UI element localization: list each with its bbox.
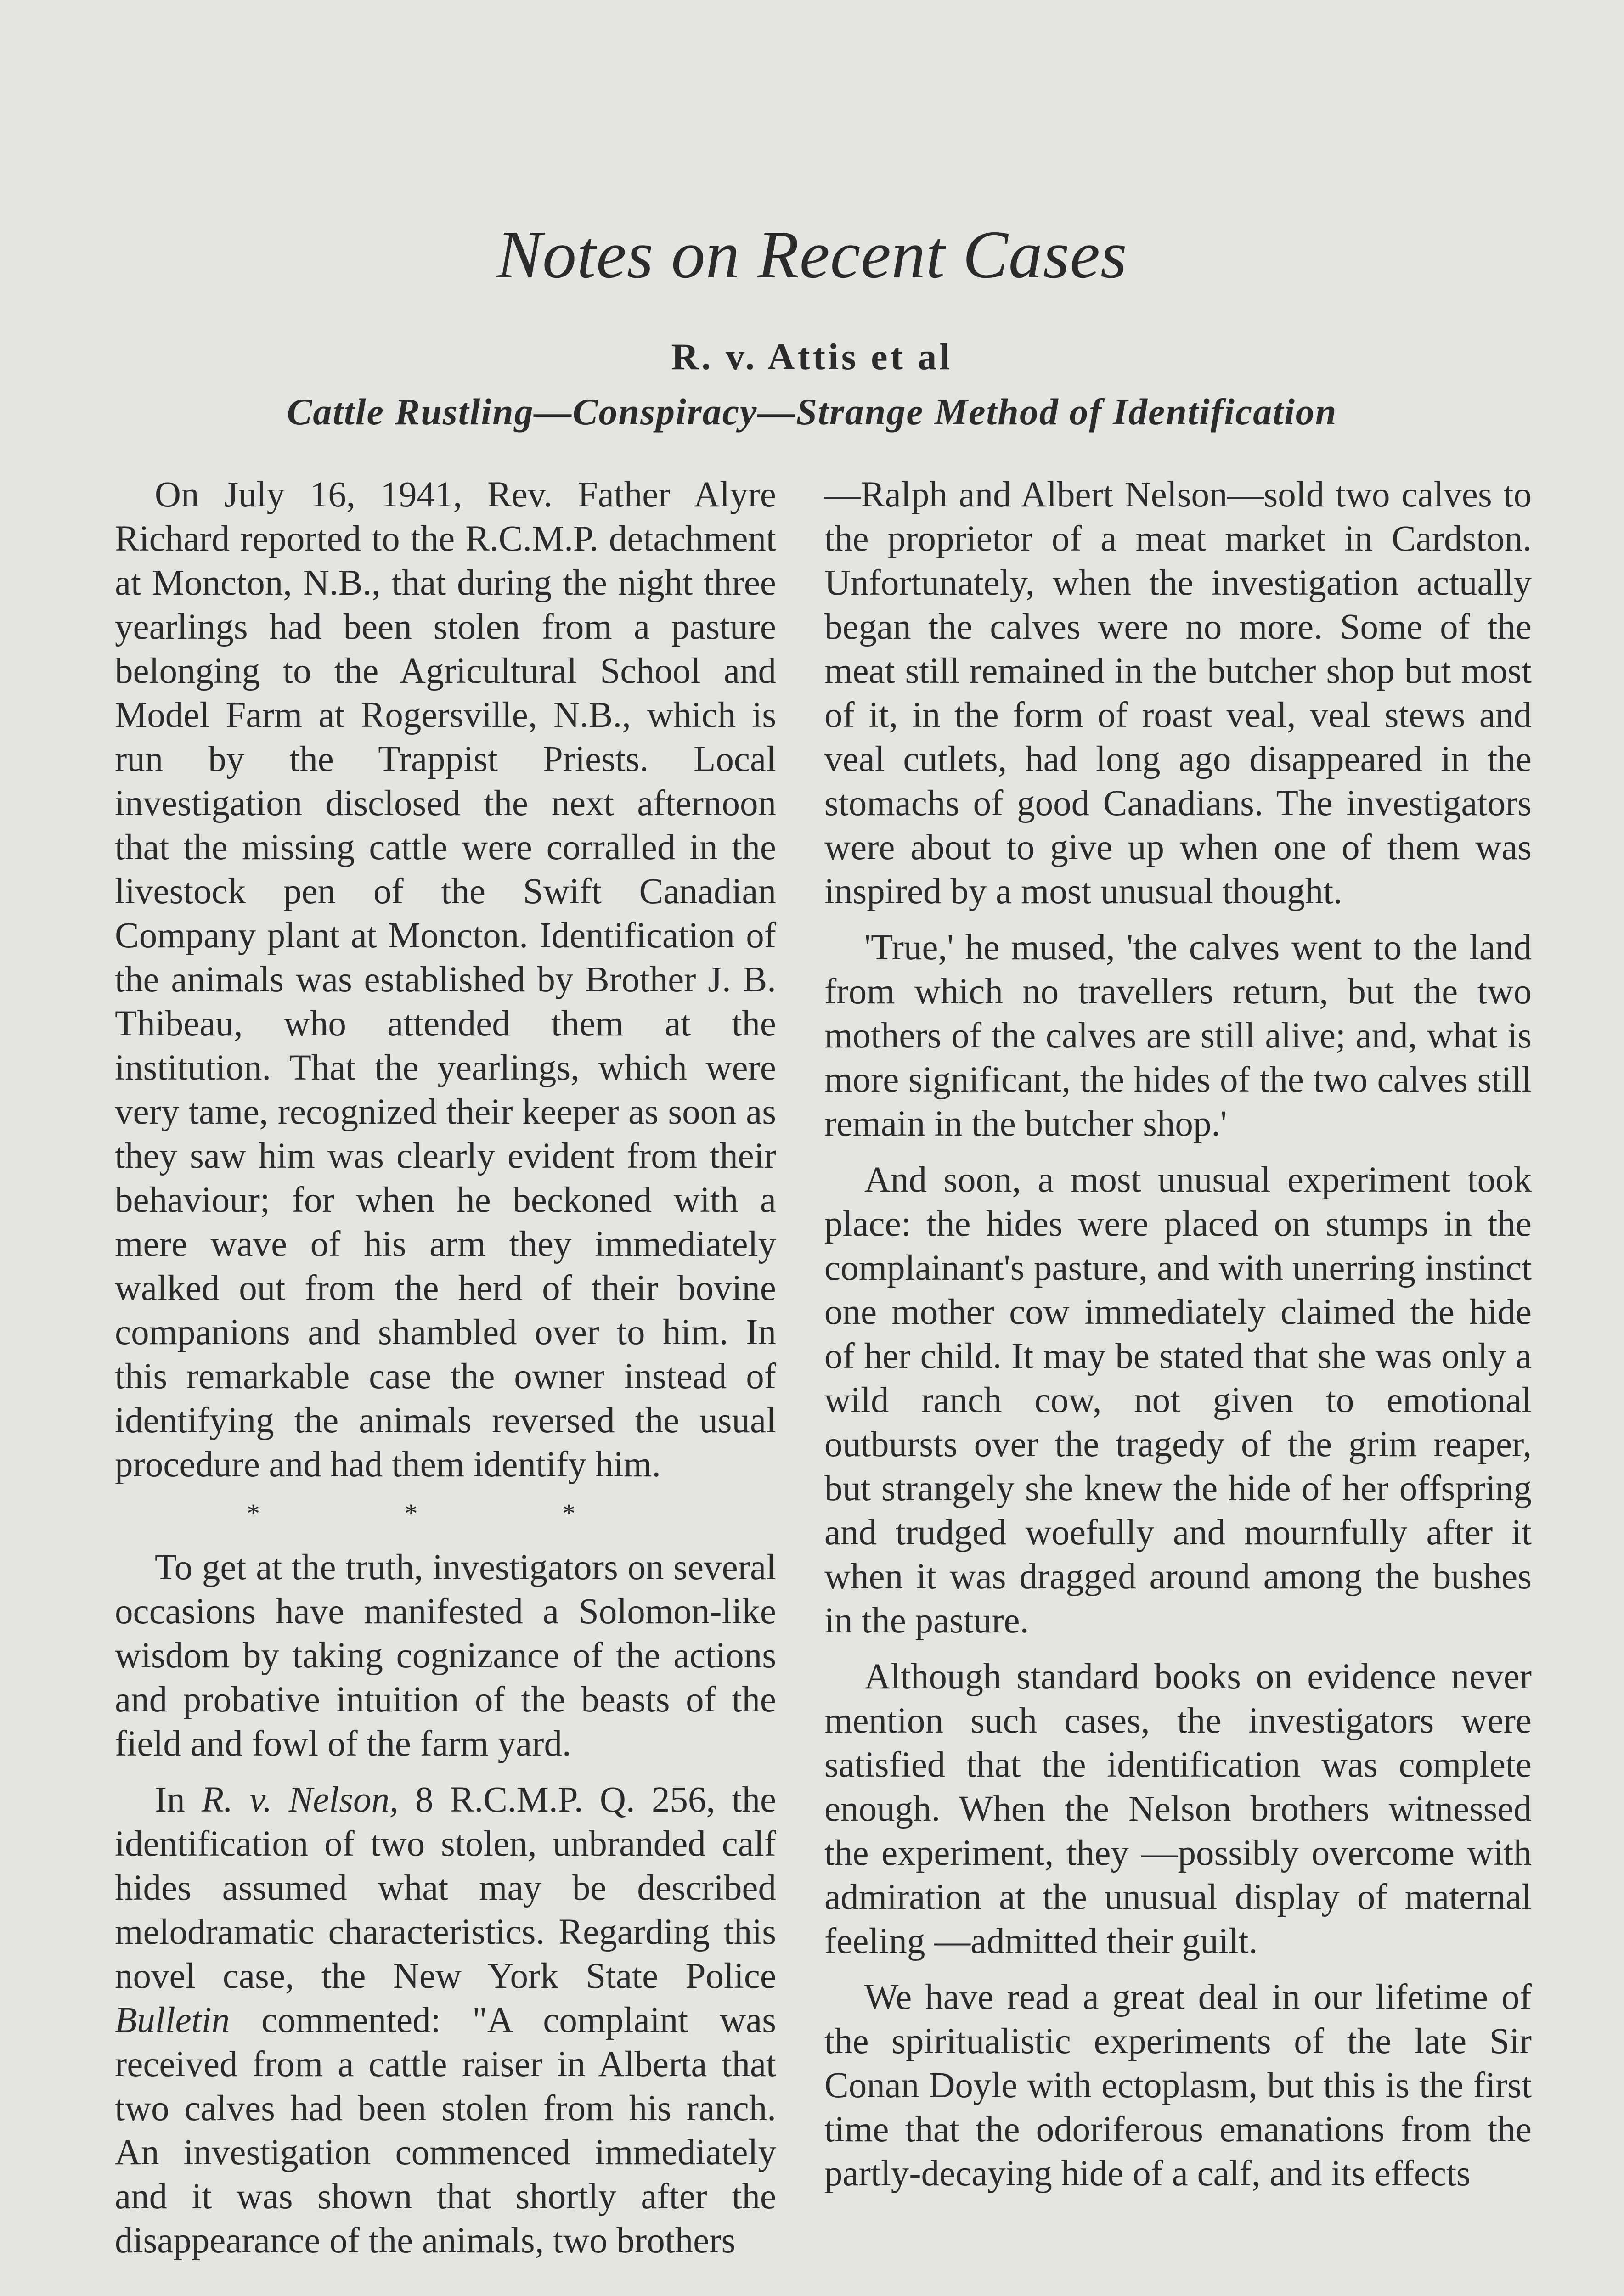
text-span: 8 R.C.M.P. Q. 256, the identification of two stolen, unbranded calf hides assumed what may be described melodramatic characteristics. Regarding this novel case, the New York State Police	[115, 1780, 777, 1996]
right-paragraph-3: And soon, a most unusual experiment took place: the hides were placed on stumps in the complainant's pasture, and with unerring instinct one mother cow immediately claimed the hide of her child. It may be stated that she was only a wild ranch cow, not given to emotional outbursts over the tragedy of the grim reaper, but strangely she knew the hide of her offspring and trudged woefully and mournfully after it when it was dragged around among the bushes in the pasture.	[824, 1160, 1532, 1641]
right-paragraph-4: Although standard books on evidence never mention such cases, the investigators were satisfied that the identification was complete enough. When the Nelson brothers witnessed the experiment, they —possibly overcome with admiration at the unusual display of maternal feeling —admitted their guilt.	[824, 1657, 1532, 1961]
section-separator: * * *	[247, 1498, 644, 1528]
left-paragraph-1: On July 16, 1941, Rev. Father Alyre Richard reported to the R.C.M.P. detachment at Moncton, N.B., that during the night three yearlings had been stolen from a pasture belonging to the Agricultural School and Model Farm at Rogersville, N.B., which is run by the Trappist Priests. Local investigation disclosed the next afternoon that the missing cattle were corralled in the livestock pen of the Swift Canadian Company plant at Moncton. Identification of the animals was established by Brother J. B. Thibeau, who attended them at the institution. That the yearlings, which were very tame, recognized their keeper as soon as they saw him was clearly evident from their behaviour; for when he beckoned with a mere wave of his arm they immediately walked out from the herd of their bovine companions and shambled over to him. In this remarkable case the owner instead of identifying the animals reversed the usual procedure and had them identify him.	[115, 475, 776, 1485]
right-paragraph-2: 'True,' he mused, 'the calves went to the land from which no travellers return, but the two mothers of the calves are still alive; and, what is more significant, the hides of the two calves still remain in the butcher shop.'	[824, 928, 1532, 1144]
case-name: R. v. Attis et al	[671, 336, 953, 377]
left-column	[115, 473, 776, 2263]
case-subtitle: Cattle Rustling—Conspiracy—Strange Method of Identification	[287, 391, 1337, 433]
left-paragraph-2: To get at the truth, investigators on several occasions have manifested a Solomon-like wisdom by taking cognizance of the actions and probative intuition of the beasts of the field and fowl of the farm yard.	[115, 1548, 776, 1764]
right-paragraph-5: We have read a great deal in our lifetime of the spiritualistic experiments of the late Sir Conan Doyle with ectoplasm, but this is the first time that the odoriferous emanations from the partly-decaying hide of a calf, and its effects	[824, 1977, 1532, 2194]
page-title: Notes on Recent Cases	[496, 217, 1128, 293]
left-paragraph-3	[115, 1778, 776, 2263]
text-span: commented: "A complaint was received from a cattle raiser in Alberta that two calves had been stolen from his ranch. An investigation commenced immediately and it was shown that shortly after the disappearance of the animals, two brothers	[115, 2000, 776, 2261]
right-paragraph-1: —Ralph and Albert Nelson—sold two calves to the proprietor of a meat market in Cardston. Unfortunately, when the investigation actually began the calves were no more. Some of the meat still remained in the butcher shop but most of it, in the form of roast veal, veal stews and veal cutlets, had long ago disappeared in the stomachs of good Canadians. The investigators were about to give up when one of them was inspired by a most unusual thought.	[824, 475, 1532, 912]
text-span: In	[154, 1780, 202, 1820]
bulletin-title: Bulletin	[115, 2000, 230, 2040]
case-citation: R. v. Nelson,	[201, 1780, 399, 1820]
right-column	[824, 473, 1532, 2196]
